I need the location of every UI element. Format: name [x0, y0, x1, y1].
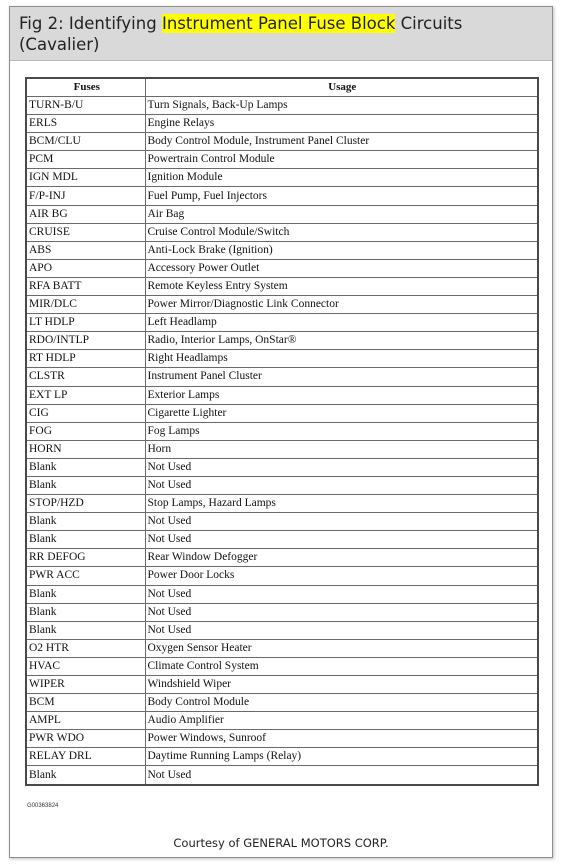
- fuse-usage-cell: Accessory Power Outlet: [145, 259, 538, 277]
- fuse-usage-cell: Power Mirror/Diagnostic Link Connector: [145, 296, 538, 314]
- fuse-usage-cell: Windshield Wiper: [145, 676, 538, 694]
- fuse-usage-cell: Cruise Control Module/Switch: [145, 223, 538, 241]
- table-row: [26, 440, 538, 458]
- table-row: [26, 585, 538, 603]
- fuse-usage-cell: Engine Relays: [145, 115, 538, 133]
- table-header-row: [26, 78, 538, 97]
- fuse-name-cell: PCM: [26, 151, 145, 169]
- table-row: [26, 766, 538, 785]
- fuse-usage-cell: Body Control Module: [145, 694, 538, 712]
- fuse-usage-cell: Powertrain Control Module: [145, 151, 538, 169]
- table-row: [26, 476, 538, 494]
- table-row: [26, 657, 538, 675]
- header-fuses: Fuses: [26, 78, 145, 97]
- table-row: [26, 621, 538, 639]
- fuse-figure: [25, 77, 537, 786]
- fuse-usage-cell: Remote Keyless Entry System: [145, 277, 538, 295]
- fuse-usage-cell: Cigarette Lighter: [145, 404, 538, 422]
- fuse-usage-cell: Instrument Panel Cluster: [145, 368, 538, 386]
- table-row: [26, 495, 538, 513]
- fuse-name-cell: HVAC: [26, 657, 145, 675]
- table-row: [26, 712, 538, 730]
- fuse-name-cell: Blank: [26, 766, 145, 785]
- fuse-usage-cell: Not Used: [145, 531, 538, 549]
- fuse-usage-cell: Daytime Running Lamps (Relay): [145, 748, 538, 766]
- fuse-name-cell: CRUISE: [26, 223, 145, 241]
- table-row: [26, 205, 538, 223]
- fuse-name-cell: Blank: [26, 603, 145, 621]
- fuse-name-cell: FOG: [26, 422, 145, 440]
- fuse-usage-cell: Right Headlamps: [145, 350, 538, 368]
- table-row: [26, 748, 538, 766]
- fuse-name-cell: RELAY DRL: [26, 748, 145, 766]
- table-row: [26, 513, 538, 531]
- fuse-usage-cell: Not Used: [145, 585, 538, 603]
- header-usage: Usage: [145, 78, 538, 97]
- fuse-usage-cell: Not Used: [145, 766, 538, 785]
- fuse-name-cell: RDO/INTLP: [26, 332, 145, 350]
- fuse-name-cell: LT HDLP: [26, 314, 145, 332]
- fuse-name-cell: BCM/CLU: [26, 133, 145, 151]
- fuse-usage-cell: Body Control Module, Instrument Panel Cluster: [145, 133, 538, 151]
- table-row: [26, 241, 538, 259]
- fuse-name-cell: F/P-INJ: [26, 187, 145, 205]
- courtesy-caption: Courtesy of GENERAL MOTORS CORP.: [173, 836, 389, 850]
- figure-title: [10, 7, 552, 61]
- table-row: [26, 386, 538, 404]
- fuse-name-cell: Blank: [26, 621, 145, 639]
- fuse-usage-cell: Air Bag: [145, 205, 538, 223]
- fuse-name-cell: Blank: [26, 513, 145, 531]
- fuse-name-cell: ERLS: [26, 115, 145, 133]
- fuse-name-cell: O2 HTR: [26, 639, 145, 657]
- table-row: [26, 296, 538, 314]
- table-row: [26, 694, 538, 712]
- table-row: [26, 567, 538, 585]
- table-row: [26, 549, 538, 567]
- title-prefix: Fig 2: Identifying: [19, 14, 162, 33]
- table-row: [26, 676, 538, 694]
- fuse-usage-cell: Audio Amplifier: [145, 712, 538, 730]
- fuse-usage-cell: Not Used: [145, 458, 538, 476]
- table-row: [26, 639, 538, 657]
- title-suffix: Circuits (Cavalier): [19, 14, 463, 54]
- fuse-usage-cell: Oxygen Sensor Heater: [145, 639, 538, 657]
- fuse-usage-cell: Left Headlamp: [145, 314, 538, 332]
- fuse-name-cell: PWR ACC: [26, 567, 145, 585]
- fuse-usage-cell: Anti-Lock Brake (Ignition): [145, 241, 538, 259]
- fuse-usage-cell: Turn Signals, Back-Up Lamps: [145, 97, 538, 115]
- fuse-name-cell: CIG: [26, 404, 145, 422]
- table-row: [26, 422, 538, 440]
- fuse-usage-cell: Stop Lamps, Hazard Lamps: [145, 495, 538, 513]
- fuse-usage-cell: Fuel Pump, Fuel Injectors: [145, 187, 538, 205]
- fuse-name-cell: Blank: [26, 585, 145, 603]
- table-row: [26, 332, 538, 350]
- fuse-usage-cell: Not Used: [145, 476, 538, 494]
- fuse-usage-cell: Power Windows, Sunroof: [145, 730, 538, 748]
- table-row: [26, 223, 538, 241]
- fuse-usage-cell: Radio, Interior Lamps, OnStar®: [145, 332, 538, 350]
- fuse-usage-cell: Rear Window Defogger: [145, 549, 538, 567]
- table-row: [26, 368, 538, 386]
- fuse-usage-cell: Horn: [145, 440, 538, 458]
- fuse-table: [25, 77, 539, 786]
- table-row: [26, 277, 538, 295]
- fuse-name-cell: Blank: [26, 476, 145, 494]
- fuse-usage-cell: Climate Control System: [145, 657, 538, 675]
- fuse-usage-cell: Not Used: [145, 513, 538, 531]
- fuse-usage-cell: Power Door Locks: [145, 567, 538, 585]
- table-row: [26, 603, 538, 621]
- fuse-usage-cell: Not Used: [145, 621, 538, 639]
- fuse-name-cell: Blank: [26, 458, 145, 476]
- fuse-name-cell: MIR/DLC: [26, 296, 145, 314]
- table-row: [26, 115, 538, 133]
- fuse-name-cell: PWR WDO: [26, 730, 145, 748]
- fuse-name-cell: WIPER: [26, 676, 145, 694]
- title-highlight: Instrument Panel Fuse Block: [161, 14, 396, 33]
- table-row: [26, 133, 538, 151]
- table-row: [26, 314, 538, 332]
- table-row: [26, 259, 538, 277]
- fuse-name-cell: AMPL: [26, 712, 145, 730]
- fuse-name-cell: RFA BATT: [26, 277, 145, 295]
- table-row: [26, 730, 538, 748]
- fuse-name-cell: Blank: [26, 531, 145, 549]
- figure-code: G00363824: [27, 803, 59, 809]
- fuse-name-cell: RR DEFOG: [26, 549, 145, 567]
- fuse-name-cell: AIR BG: [26, 205, 145, 223]
- table-row: [26, 531, 538, 549]
- figure-card: [9, 6, 553, 858]
- table-row: [26, 458, 538, 476]
- fuse-name-cell: APO: [26, 259, 145, 277]
- table-row: [26, 350, 538, 368]
- fuse-usage-cell: Exterior Lamps: [145, 386, 538, 404]
- fuse-usage-cell: Not Used: [145, 603, 538, 621]
- fuse-name-cell: RT HDLP: [26, 350, 145, 368]
- fuse-usage-cell: Fog Lamps: [145, 422, 538, 440]
- fuse-name-cell: ABS: [26, 241, 145, 259]
- fuse-name-cell: EXT LP: [26, 386, 145, 404]
- fuse-table-body: [26, 97, 538, 785]
- table-row: [26, 97, 538, 115]
- table-row: [26, 404, 538, 422]
- fuse-name-cell: HORN: [26, 440, 145, 458]
- fuse-name-cell: BCM: [26, 694, 145, 712]
- fuse-name-cell: TURN-B/U: [26, 97, 145, 115]
- fuse-usage-cell: Ignition Module: [145, 169, 538, 187]
- table-row: [26, 169, 538, 187]
- fuse-name-cell: CLSTR: [26, 368, 145, 386]
- fuse-name-cell: STOP/HZD: [26, 495, 145, 513]
- table-row: [26, 187, 538, 205]
- fuse-name-cell: IGN MDL: [26, 169, 145, 187]
- table-row: [26, 151, 538, 169]
